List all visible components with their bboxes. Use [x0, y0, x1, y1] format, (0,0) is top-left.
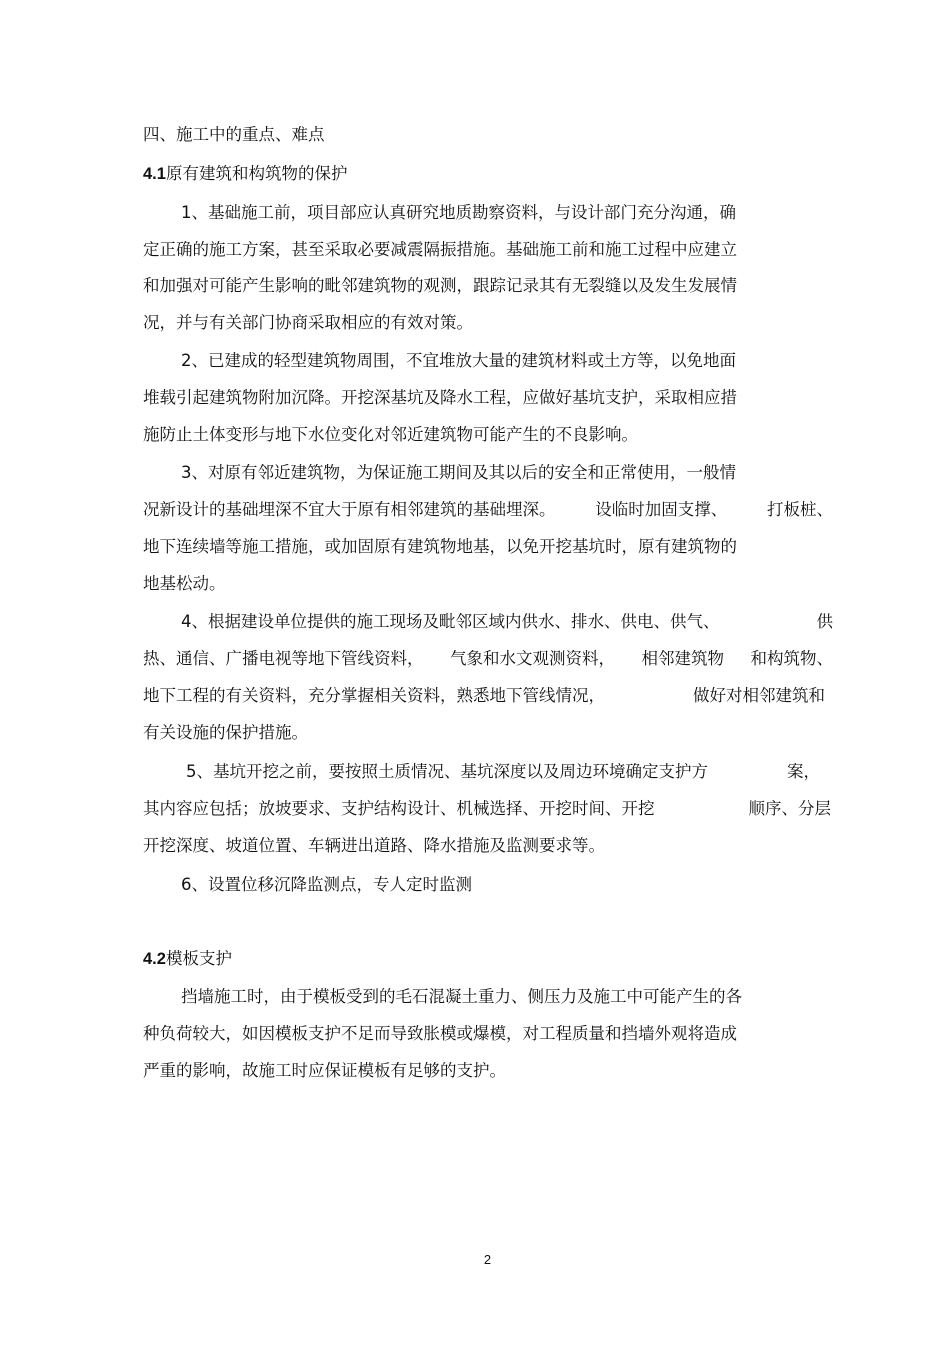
text-segment: 5、基坑开挖之前，要按照土质情况、基坑深度以及周边环境确定支护方	[186, 762, 708, 781]
paragraph-2-line-2: 堆载引起建筑物附加沉降。开挖深基坑及降水工程，应做好基坑支护，采取相应措	[143, 388, 737, 407]
paragraph-1-line-4: 况，并与有关部门协商采取相应的有效对策。	[143, 313, 473, 332]
paragraph-1-line-2: 定正确的施工方案，甚至采取必要减震隔振措施。基础施工前和施工过程中应建立	[143, 240, 737, 259]
paragraph-3-line-2	[143, 500, 833, 520]
text-segment: 其内容应包括；放坡要求、支护结构设计、机械选择、开挖时间、开挖	[143, 799, 655, 818]
paragraph-3-line-3: 地下连续墙等施工措施，或加固原有建筑物地基，以免开挖基坑时，原有建筑物的	[143, 537, 737, 556]
text-segment: 况新设计的基础埋深不宜大于原有相邻建筑的基础埋深。	[143, 500, 556, 519]
text-segment: 热、通信、广播电视等地下管线资料，	[143, 649, 424, 668]
section-title: 四、施工中的重点、难点	[143, 125, 325, 144]
text-segment: 和构筑物、	[750, 649, 833, 668]
paragraph-3-line-1: 3、对原有邻近建筑物，为保证施工期间及其以后的安全和正常使用，一般情	[181, 463, 736, 482]
subsection-heading-4-2	[143, 949, 232, 969]
subsection-heading-4-1	[143, 164, 347, 184]
text-segment: 做好对相邻建筑和	[693, 686, 825, 705]
paragraph-4-line-2	[143, 649, 833, 669]
text-segment: 设临时加固支撑、	[595, 500, 728, 519]
paragraph-6-line-1: 6、设置位移沉降监测点，专人定时监测	[181, 875, 472, 894]
paragraph-5-line-1	[186, 762, 820, 782]
paragraph-7-line-1: 挡墙施工时，由于模板受到的毛石混凝土重力、侧压力及施工中可能产生的各	[181, 987, 742, 1006]
text-segment: 相邻建筑物	[641, 649, 724, 668]
page-number: 2	[483, 1252, 492, 1267]
paragraph-4-line-3	[143, 686, 825, 706]
text-segment: 打板桩、	[767, 500, 833, 519]
paragraph-2-line-1: 2、已建成的轻型建筑物周围，不宜堆放大量的建筑材料或土方等，以免地面	[181, 351, 736, 370]
subsection-number: 4.1	[143, 165, 166, 183]
paragraph-7-line-2: 种负荷较大，如因模板支护不足而导致胀模或爆模，对工程质量和挡墙外观将造成	[143, 1024, 737, 1043]
text-segment: 地下工程的有关资料，充分掌握相关资料，熟悉地下管线情况，	[143, 686, 605, 705]
paragraph-1-line-1: 1、基础施工前，项目部应认真研究地质勘察资料，与设计部门充分沟通，确	[181, 203, 736, 222]
text-segment: 供	[816, 612, 833, 631]
subsection-number: 4.2	[143, 950, 166, 968]
subsection-title: 原有建筑和构筑物的保护	[165, 164, 348, 183]
paragraph-1-line-3: 和加强对可能产生影响的毗邻建筑物的观测，跟踪记录其有无裂缝以及发生发展情	[143, 276, 737, 295]
paragraph-5-line-2	[143, 799, 831, 819]
paragraph-3-line-4: 地基松动。	[143, 574, 226, 593]
text-segment: 气象和水文观测资料，	[450, 649, 615, 668]
text-segment: 案，	[787, 762, 820, 781]
paragraph-4-line-1	[181, 612, 833, 632]
paragraph-7-line-3: 严重的影响，故施工时应保证模板有足够的支护。	[143, 1061, 506, 1080]
paragraph-2-line-3: 施防止土体变形与地下水位变化对邻近建筑物可能产生的不良影响。	[143, 425, 638, 444]
paragraph-5-line-3: 开挖深度、坡道位置、车辆进出道路、降水措施及监测要求等。	[143, 836, 605, 855]
text-segment: 顺序、分层	[748, 799, 831, 818]
subsection-title: 模板支护	[165, 949, 232, 968]
paragraph-4-line-4: 有关设施的保护措施。	[143, 723, 308, 742]
text-segment: 4、根据建设单位提供的施工现场及毗邻区域内供水、排水、供电、供气、	[181, 612, 720, 631]
